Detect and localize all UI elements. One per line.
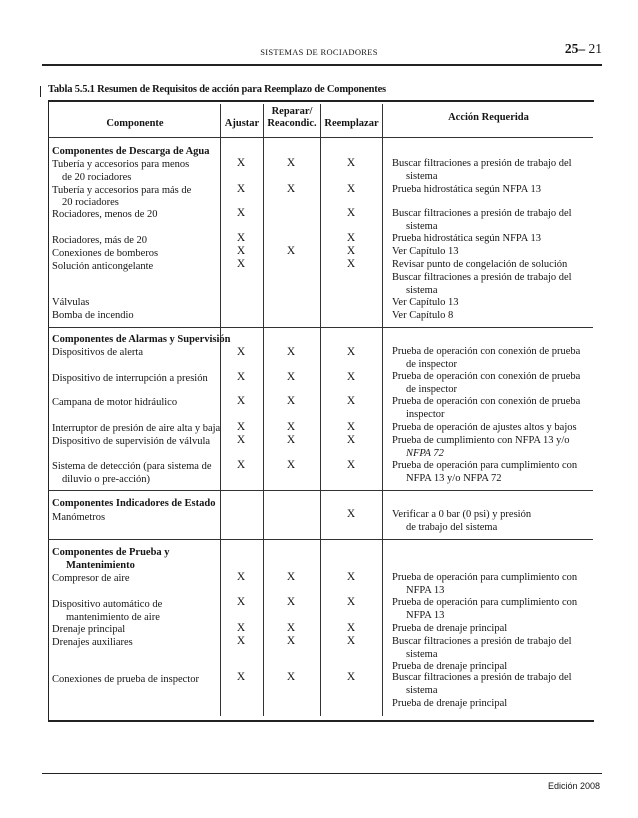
x-mark: X (236, 258, 246, 270)
x-mark: X (286, 459, 296, 471)
x-mark: X (286, 371, 296, 383)
component-label: Rociadores, más de 20 (52, 235, 148, 246)
page-number-sub: 21 (588, 41, 602, 56)
action-text-line: NFPA 13 (406, 610, 445, 621)
x-mark: X (286, 671, 296, 683)
x-mark: X (286, 434, 296, 446)
component-label: Bomba de incendio (52, 310, 134, 321)
action-text: Prueba de operación con conexión de prueba (392, 371, 581, 382)
column-divider (382, 104, 383, 716)
column-divider (263, 104, 264, 716)
column-divider (320, 104, 321, 716)
x-mark: X (286, 421, 296, 433)
x-mark: X (236, 671, 246, 683)
x-mark: X (346, 571, 356, 583)
revision-bar (40, 86, 41, 97)
x-mark: X (346, 346, 356, 358)
component-label: Manómetros (52, 512, 106, 523)
x-mark: X (286, 596, 296, 608)
component-label: diluvio o pre-acción) (62, 474, 151, 485)
x-mark: X (286, 346, 296, 358)
action-text: Prueba de operación para cumplimiento con (392, 460, 578, 471)
component-label: Tubería y accesorios para menos (52, 159, 190, 170)
action-text: Buscar filtraciones a presión de trabajo del (392, 636, 572, 647)
x-mark: X (236, 459, 246, 471)
component-label: mantenimiento de aire (66, 612, 160, 623)
component-label: de 20 rociadores (62, 172, 132, 183)
section-title-water: Componentes de Descarga de Agua (52, 146, 210, 157)
x-mark: X (346, 635, 356, 647)
action-text-line: sistema (406, 171, 438, 182)
component-label: 20 rociadores (62, 197, 119, 208)
x-mark: X (346, 596, 356, 608)
component-label: Tubería y accesorios para más de (52, 185, 192, 196)
action-text: Prueba de operación con conexión de prueba (392, 346, 581, 357)
x-mark: X (346, 371, 356, 383)
x-mark: X (346, 232, 356, 244)
column-header-action: Acción Requerida (448, 112, 529, 123)
component-label: Campana de motor hidráulico (52, 397, 178, 408)
section-divider (48, 539, 593, 540)
header-rule (42, 64, 602, 66)
component-label: Dispositivo de interrupción a presión (52, 373, 208, 384)
x-mark: X (286, 395, 296, 407)
header-divider (48, 137, 593, 138)
x-mark: X (236, 157, 246, 169)
action-text (392, 609, 444, 623)
action-text: Prueba de operación para cumplimiento con (392, 572, 578, 583)
action-text (392, 684, 438, 698)
action-text: Buscar filtraciones a presión de trabajo del (392, 672, 572, 683)
x-mark: X (236, 571, 246, 583)
column-header-repair (264, 106, 320, 130)
x-mark: X (286, 183, 296, 195)
x-mark: X (346, 183, 356, 195)
table-title: Tabla 5.5.1 Resumen de Requisitos de acción para Reemplazo de Componentes (48, 84, 386, 95)
page-number (565, 41, 602, 57)
column-header-replace: Reemplazar (324, 118, 379, 129)
x-mark: X (286, 571, 296, 583)
action-text: Buscar filtraciones a presión de trabajo del (392, 208, 572, 219)
action-text: Prueba de operación para cumplimiento con (392, 597, 578, 608)
x-mark: X (236, 434, 246, 446)
component-label: Compresor de aire (52, 573, 130, 584)
action-text: Prueba de drenaje principal (392, 661, 508, 672)
running-title: SISTEMAS DE ROCIADORES (260, 47, 378, 57)
action-text (392, 472, 502, 486)
x-mark: X (236, 232, 246, 244)
component-label: Sistema de detección (para sistema de (52, 461, 212, 472)
component-label: Rociadores, menos de 20 (52, 209, 158, 220)
x-mark: X (236, 183, 246, 195)
edition-label: Edición 2008 (547, 781, 600, 791)
action-text: Verificar a 0 bar (0 psi) y presión (392, 509, 532, 520)
action-text: Prueba de drenaje principal (392, 698, 508, 709)
action-text-line: NFPA 72 (406, 448, 444, 459)
footer-rule (42, 773, 602, 774)
action-text-line: sistema (406, 649, 438, 660)
x-mark: X (346, 207, 356, 219)
x-mark: X (346, 157, 356, 169)
x-mark: X (286, 622, 296, 634)
x-mark: X (236, 245, 246, 257)
action-text: Prueba hidrostática según NFPA 13 (392, 184, 541, 195)
action-text: Prueba de operación de ajustes altos y bajos (392, 422, 577, 433)
action-text (392, 170, 438, 184)
action-text: Prueba de operación con conexión de prueba (392, 396, 581, 407)
action-text (392, 521, 497, 535)
action-text: Buscar filtraciones a presión de trabajo del (392, 158, 572, 169)
section-title-status: Componentes Indicadores de Estado (52, 498, 216, 509)
column-header-repair-line1: Reparar/ (271, 106, 313, 117)
column-divider (220, 104, 221, 716)
section-title-alarm: Componentes de Alarmas y Supervisión (52, 334, 231, 345)
component-label: Drenaje principal (52, 624, 126, 635)
x-mark: X (346, 508, 356, 520)
x-mark: X (346, 671, 356, 683)
action-text: Ver Capítulo 13 (392, 246, 459, 257)
component-label: Solución anticongelante (52, 261, 154, 272)
x-mark: X (236, 635, 246, 647)
component-label: Dispositivo automático de (52, 599, 163, 610)
component-label: Dispositivo de supervisión de válvula (52, 436, 211, 447)
x-mark: X (286, 635, 296, 647)
x-mark: X (346, 421, 356, 433)
action-text: Ver Capítulo 13 (392, 297, 459, 308)
action-text: Ver Capítulo 8 (392, 310, 454, 321)
component-label: Drenajes auxiliares (52, 637, 133, 648)
component-label: Dispositivos de alerta (52, 347, 143, 358)
action-text: Revisar punto de congelación de solución (392, 259, 568, 270)
component-label: Válvulas (52, 297, 90, 308)
action-text-line: sistema (406, 221, 438, 232)
action-text-line: de trabajo del sistema (406, 522, 498, 533)
section-title-test: Componentes de Prueba y (52, 547, 170, 558)
column-header-repair-line2: Reacondic. (267, 118, 317, 129)
column-header-adjust: Ajustar (224, 118, 260, 129)
action-text-line: NFPA 13 y/o NFPA 72 (406, 473, 502, 484)
action-text-line: inspector (406, 409, 445, 420)
x-mark: X (236, 346, 246, 358)
section-divider (48, 490, 593, 491)
x-mark: X (346, 245, 356, 257)
x-mark: X (236, 596, 246, 608)
action-text-line: NFPA 13 (406, 585, 445, 596)
x-mark: X (346, 434, 356, 446)
action-text-line: de inspector (406, 384, 458, 395)
x-mark: X (346, 622, 356, 634)
section-title-test-line2: Mantenimiento (66, 560, 135, 571)
action-text (392, 408, 445, 422)
x-mark: X (346, 395, 356, 407)
component-label: Conexiones de bomberos (52, 248, 159, 259)
action-text: Prueba hidrostática según NFPA 13 (392, 233, 541, 244)
action-text-line: de inspector (406, 359, 458, 370)
action-text: Buscar filtraciones a presión de trabajo del (392, 272, 572, 283)
action-text-line: sistema (406, 685, 438, 696)
x-mark: X (236, 421, 246, 433)
x-mark: X (236, 395, 246, 407)
x-mark: X (346, 258, 356, 270)
x-mark: X (236, 371, 246, 383)
x-mark: X (286, 245, 296, 257)
x-mark: X (236, 207, 246, 219)
x-mark: X (286, 157, 296, 169)
page-number-main: 25– (564, 41, 586, 56)
x-mark: X (236, 622, 246, 634)
action-text: Prueba de cumplimiento con NFPA 13 y/o (392, 435, 570, 446)
component-label: Interruptor de presión de aire alta y baja (52, 423, 221, 434)
section-divider (48, 327, 593, 328)
column-header-component: Componente (106, 118, 164, 129)
component-label: Conexiones de prueba de inspector (52, 674, 199, 685)
x-mark: X (346, 459, 356, 471)
action-text: Prueba de drenaje principal (392, 623, 508, 634)
action-text-line: sistema (406, 285, 438, 296)
